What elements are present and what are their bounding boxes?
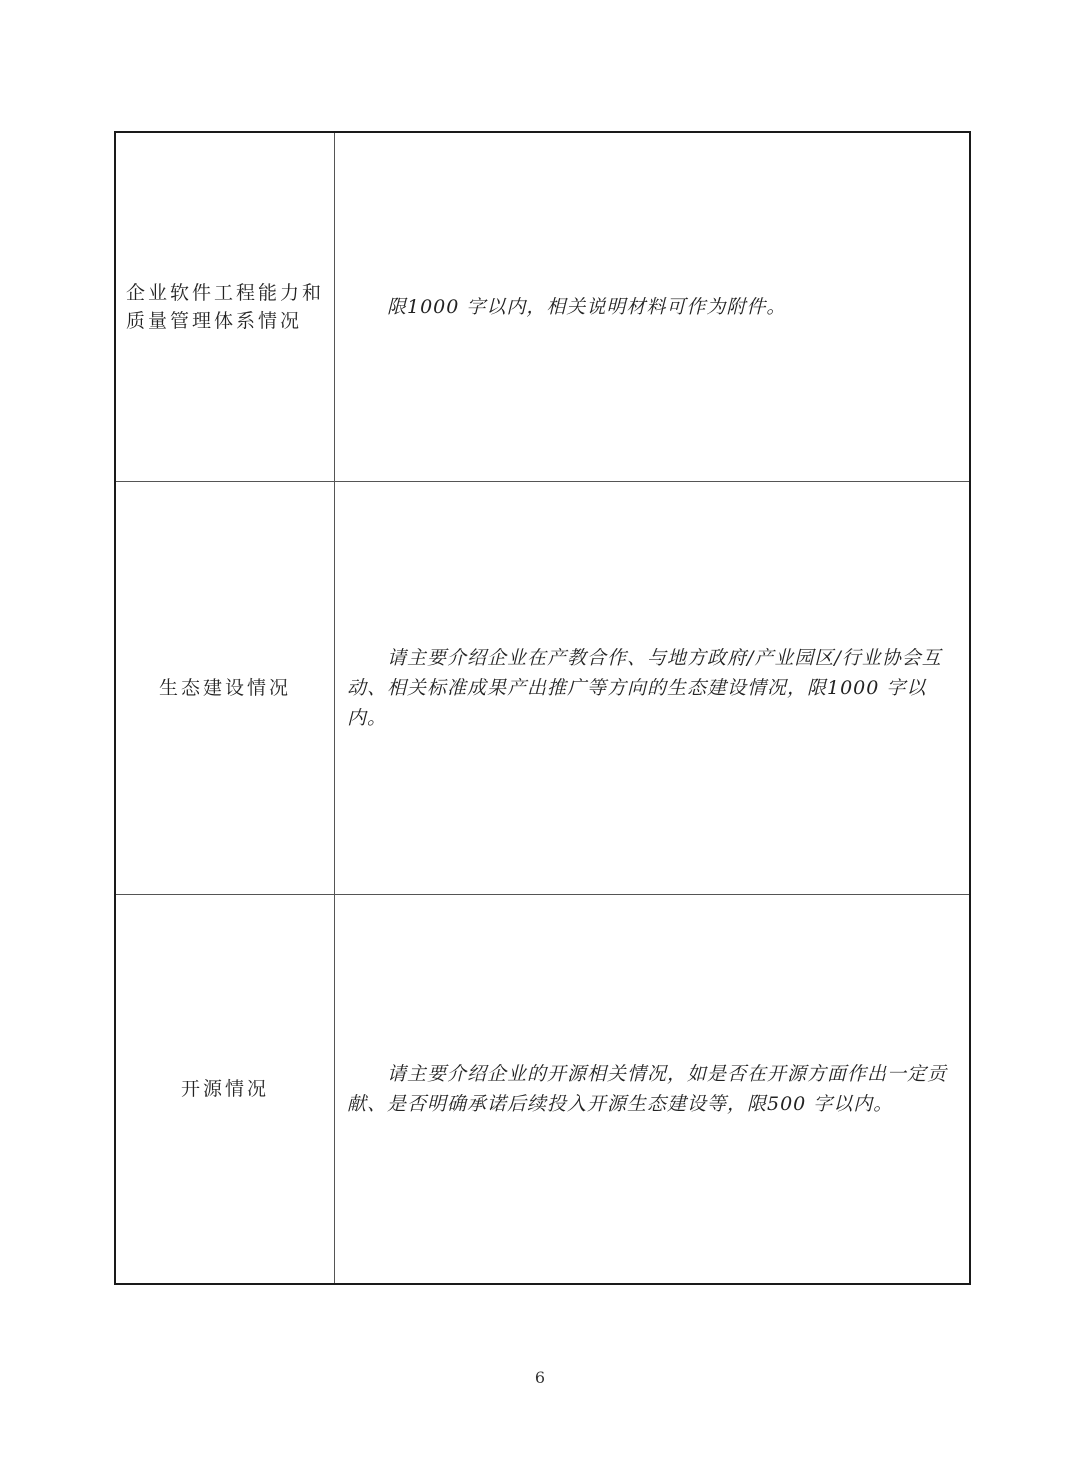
row-instruction-ecosystem: 请主要介绍企业在产教合作、与地方政府/产业园区/行业协会互动、相关标准成果产出推广等方向的生态建设情况，限1000 字以内。 — [347, 647, 942, 729]
application-form-table — [114, 131, 971, 1285]
table-row-software-engineering — [116, 133, 969, 482]
row-content-cell[interactable] — [335, 482, 969, 894]
table-row-open-source — [116, 895, 969, 1283]
row-label-software-engineering: 企业软件工程能力和质量管理体系情况 — [126, 282, 325, 332]
row-label-cell — [116, 133, 335, 481]
row-label-cell — [116, 482, 335, 894]
row-label-open-source: 开源情况 — [180, 1078, 269, 1100]
row-instruction-software-engineering: 限1000 字以内，相关说明材料可作为附件。 — [387, 296, 787, 318]
page-number: 6 — [534, 1368, 546, 1387]
row-label-ecosystem: 生态建设情况 — [158, 677, 291, 699]
row-instruction-open-source: 请主要介绍企业的开源相关情况，如是否在开源方面作出一定贡献、是否明确承诺后续投入开源生态建设等，限500 字以内。 — [347, 1063, 948, 1115]
table-row-ecosystem — [116, 482, 969, 895]
row-content-cell[interactable] — [335, 133, 969, 481]
row-label-cell — [116, 895, 335, 1283]
row-content-cell[interactable] — [335, 895, 969, 1283]
